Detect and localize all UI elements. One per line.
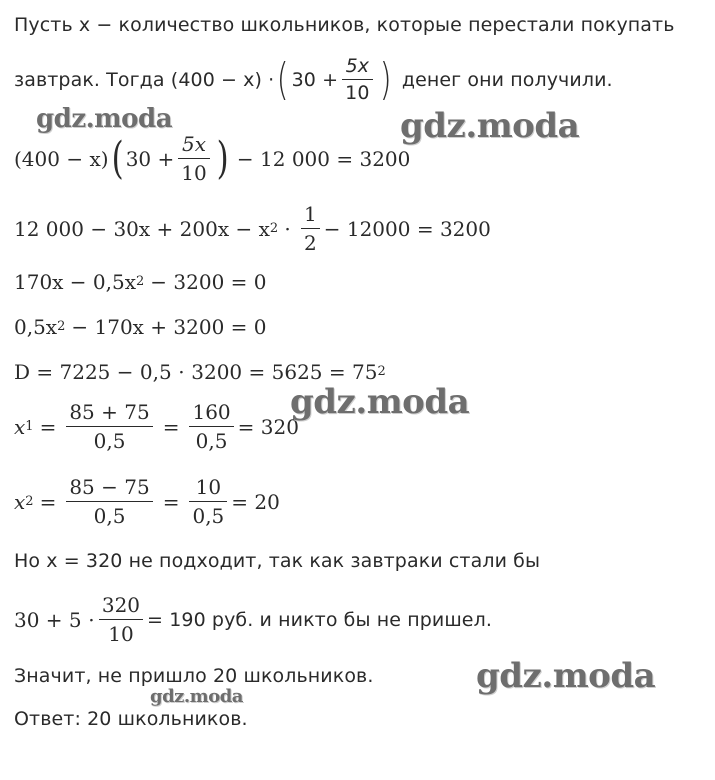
eq2-right: − 12000 = 3200 <box>323 216 491 241</box>
fraction-denominator: 0,5 <box>93 429 126 453</box>
fraction-denominator: 10 <box>345 82 370 104</box>
eq7-fraction-1 <box>66 475 152 528</box>
eq6-var: x <box>14 414 26 439</box>
answer-line <box>14 708 248 730</box>
paren-close: ) <box>379 53 392 105</box>
answer-text: Ответ: 20 школьников. <box>14 708 248 730</box>
watermark: gdz.moda <box>400 106 580 146</box>
eq7-fraction-2 <box>189 475 227 528</box>
fraction-numerator: 5x <box>182 132 207 156</box>
intro-inner: 30 + <box>291 68 339 91</box>
eq5-text: D = 7225 − 0,5 ⋅ 3200 = 5625 = 75 <box>14 360 378 384</box>
eq7-result: = 20 <box>231 489 280 514</box>
eq1-fraction <box>178 132 209 185</box>
paren-close: ) <box>216 132 229 184</box>
watermark: gdz.moda <box>36 104 173 134</box>
intro-fraction <box>342 55 372 104</box>
paren-open: ( <box>111 132 124 184</box>
equation-6: x 1 = $\frac{85 + 75}{0,5}$ = $\frac{160}{0,5}$ = 320 <box>14 400 299 453</box>
fraction-numerator: 160 <box>192 400 231 424</box>
fraction-numerator: 10 <box>195 475 222 499</box>
note-line <box>14 550 540 572</box>
fraction-denominator: 10 <box>181 161 207 185</box>
fraction-numerator: 320 <box>101 593 141 617</box>
intro-text-2a: завтрак. Тогда (400 − x) ⋅ <box>14 68 275 91</box>
eq6-fraction-1 <box>66 400 152 453</box>
eq6-equals-2: = <box>162 414 180 439</box>
equation-1 <box>14 132 410 185</box>
eq8-fraction <box>99 593 143 646</box>
fraction-denominator: 0,5 <box>195 429 228 453</box>
fraction-denominator: 0,5 <box>192 504 225 528</box>
equation-7: x 2 = $\frac{85 - 75}{0,5}$ = $\frac{10}{0,5}$ = 20 <box>14 475 280 528</box>
eq3-left: 170x − 0,5x <box>14 270 137 294</box>
intro-line-1 <box>14 14 675 36</box>
conclusion-line <box>14 665 374 687</box>
watermark: gdz.moda <box>150 686 243 707</box>
intro-text-1: Пусть x − количество школьников, которые перестали покупать <box>14 14 675 36</box>
watermark: gdz.moda <box>290 382 470 422</box>
fraction-denominator: 2 <box>304 231 317 255</box>
eq4-right: − 170x + 3200 = 0 <box>71 315 267 339</box>
conclusion-text: Значит, не пришло 20 школьников. <box>14 665 374 687</box>
eq4-left: 0,5x <box>14 315 58 339</box>
fraction-numerator: 85 + 75 <box>69 400 150 424</box>
eq2-left: 12 000 − 30x + 200x − x <box>14 216 270 241</box>
eq1-inner: 30 + <box>125 146 175 171</box>
eq7-equals-2: = <box>162 489 180 514</box>
watermark: gdz.moda <box>476 656 656 696</box>
equation-3: 170x − 0,5x 2 − 3200 = 0 <box>14 270 267 294</box>
eq1-left: (400 − x) <box>14 146 109 171</box>
note-text: Но x = 320 не подходит, так как завтраки стали бы <box>14 550 541 572</box>
equation-8 <box>14 593 492 646</box>
eq6-result: = 320 <box>237 414 299 439</box>
eq7-var: x <box>14 489 26 514</box>
eq7-equals: = <box>39 489 57 514</box>
eq8-left: 30 + 5 ⋅ <box>14 607 95 632</box>
eq3-right: − 3200 = 0 <box>150 270 267 294</box>
fraction-numerator: 85 − 75 <box>69 475 150 499</box>
fraction-numerator: 1 <box>304 202 317 226</box>
fraction-numerator: 5x <box>345 55 370 77</box>
paren-open: ( <box>276 53 290 105</box>
fraction-denominator: 0,5 <box>93 504 126 528</box>
eq8-right: = 190 руб. и никто бы не пришел. <box>147 608 492 631</box>
equation-2: 12 000 − 30x + 200x − x 2 ⋅ $\frac{1}{2}$ − 12000 = 3200 <box>14 202 491 255</box>
fraction-denominator: 10 <box>108 622 134 646</box>
eq6-equals: = <box>39 414 57 439</box>
eq2-fraction <box>301 202 320 255</box>
intro-text-2b: денег они получили. <box>401 68 613 91</box>
equation-5: D = 7225 − 0,5 ⋅ 3200 = 5625 = 75 2 <box>14 360 386 384</box>
eq6-fraction-2 <box>189 400 233 453</box>
eq2-dot: ⋅ <box>284 216 291 241</box>
intro-line-2 <box>14 55 613 104</box>
equation-4: 0,5x 2 − 170x + 3200 = 0 <box>14 315 267 339</box>
eq1-right: − 12 000 = 3200 <box>236 146 411 171</box>
